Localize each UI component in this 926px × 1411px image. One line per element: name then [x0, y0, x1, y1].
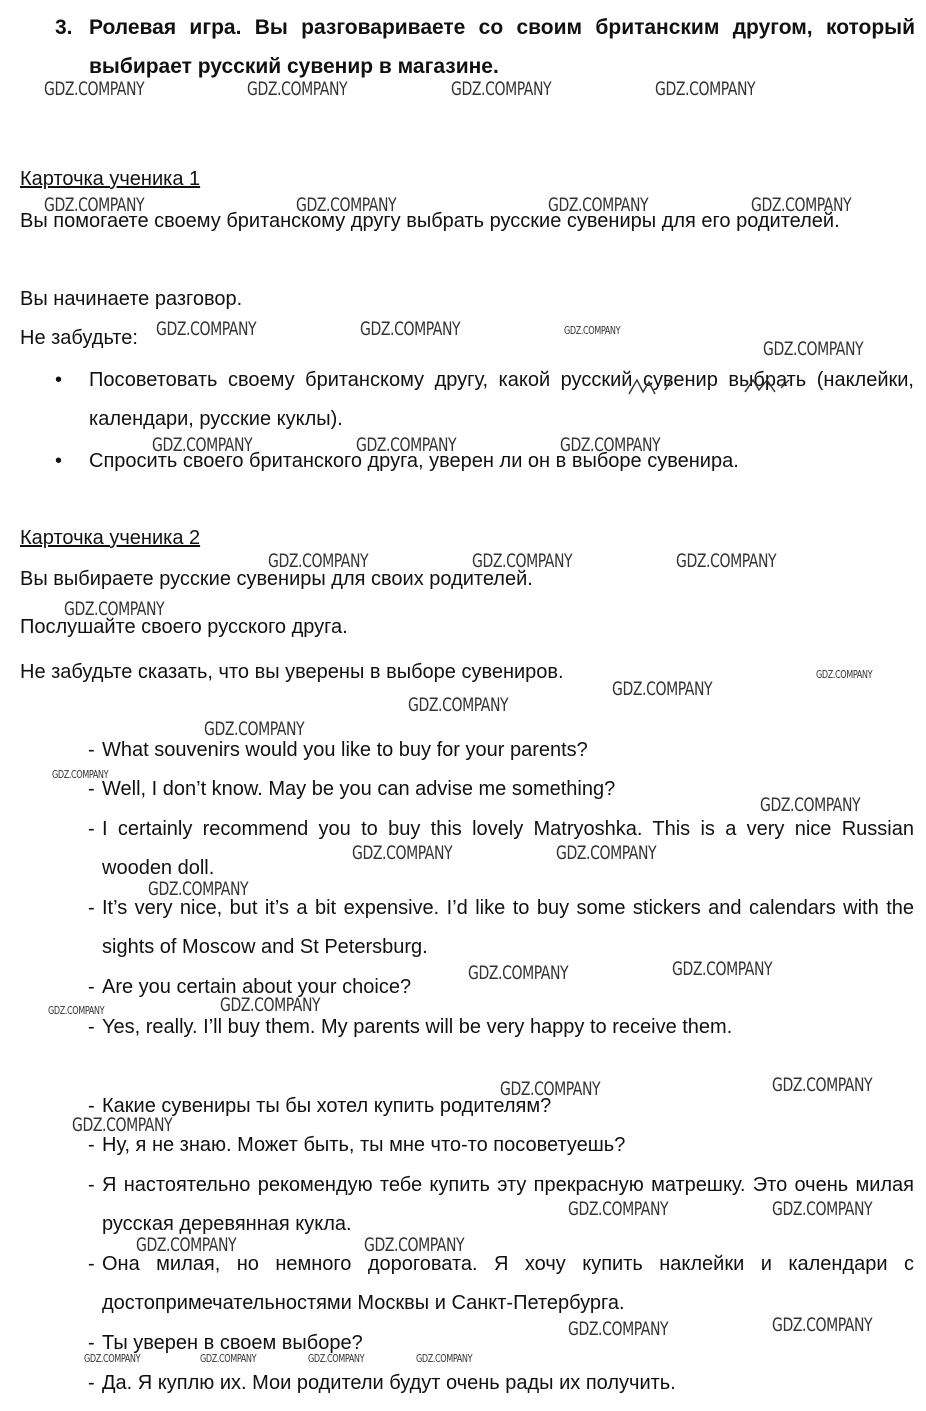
dash: -: [88, 818, 95, 840]
watermark: GDZ.COMPANY: [360, 318, 461, 340]
dialogue-ru-line-1: [88, 1087, 914, 1126]
watermark: GDZ.COMPANY: [247, 78, 348, 100]
watermark: GDZ.COMPANY: [72, 1114, 173, 1136]
card2-paragraph-3: Не забудьте сказать, что вы уверены в выборе сувениров.: [20, 661, 564, 683]
dash: -: [88, 976, 95, 998]
watermark: GDZ.COMPANY: [760, 794, 861, 816]
watermark: GDZ.COMPANY: [468, 962, 569, 984]
card1-bullet-2: [55, 442, 914, 481]
watermark: GDZ.COMPANY: [655, 78, 756, 100]
bullet-text: Спросить своего британского друга, уверен ли он в выборе сувенира.: [89, 450, 739, 472]
dialogue-ru-line-3: [88, 1166, 914, 1244]
watermark: GDZ.COMPANY: [152, 434, 253, 456]
watermark: GDZ.COMPANY: [772, 1198, 873, 1220]
watermark: GDZ.COMPANY: [44, 78, 145, 100]
dialogue-en-line-2: [88, 770, 914, 809]
task-text: Ролевая игра. Вы разговариваете со своим британским другом, который выбирает русский сувенир в магазине.: [89, 16, 915, 78]
bullet-dot: •: [55, 369, 63, 391]
card2-paragraph-1: Вы выбираете русские сувениры для своих родителей.: [20, 568, 533, 590]
watermark: GDZ.COMPANY: [200, 1352, 257, 1365]
watermark: GDZ.COMPANY: [763, 338, 864, 360]
dialogue-text: Да. Я куплю их. Мои родители будут очень рады их получить.: [102, 1372, 676, 1394]
watermark: GDZ.COMPANY: [52, 768, 109, 781]
dash: -: [88, 778, 95, 800]
watermark: GDZ.COMPANY: [451, 78, 552, 100]
watermark: GDZ.COMPANY: [408, 694, 509, 716]
dash: -: [88, 1332, 95, 1354]
dialogue-text: Well, I don’t know. May be you can advise me something?: [102, 778, 616, 800]
dialogue-en-line-4: [88, 889, 914, 967]
dialogue-text: Ты уверен в своем выборе?: [102, 1332, 363, 1354]
dialogue-text: What souvenirs would you like to buy for your parents?: [102, 739, 588, 761]
watermark: GDZ.COMPANY: [64, 598, 165, 620]
card1-paragraph-1: Вы помогаете своему британскому другу выбрать русские сувениры для его родителей.: [20, 210, 840, 232]
dialogue-text: Ну, я не знаю. Может быть, ты мне что-то посоветуешь?: [102, 1134, 626, 1156]
bullet-text: Посоветовать своему британскому другу, какой русский сувенир выбрать (наклейки, календари, русские куклы).: [89, 369, 914, 430]
dialogue-text: Она милая, но немного дороговата. Я хочу купить наклейки и календари с достопримечательностями Москвы и Санкт-Петербурга.: [102, 1253, 914, 1314]
dash: -: [88, 739, 95, 761]
watermark: GDZ.COMPANY: [568, 1318, 669, 1340]
dialogue-text: It’s very nice, but it’s a bit expensive. I’d like to buy some stickers and calendars with the sights of Moscow and St Petersburg.: [102, 897, 914, 958]
dialogue-ru-line-5: [88, 1324, 914, 1363]
dialogue-ru-line-4: [88, 1245, 914, 1323]
watermark: GDZ.COMPANY: [352, 842, 453, 864]
dialogue-ru-line-6: [88, 1364, 914, 1403]
card2-title: Карточка ученика 2: [20, 527, 201, 549]
dialogue-en-line-6: [88, 1008, 914, 1047]
watermark: GDZ.COMPANY: [556, 842, 657, 864]
watermark: GDZ.COMPANY: [364, 1234, 465, 1256]
watermark: GDZ.COMPANY: [136, 1234, 237, 1256]
dialogue-text: Какие сувениры ты бы хотел купить родителям?: [102, 1095, 552, 1117]
dash: -: [88, 1134, 95, 1156]
watermark: GDZ.COMPANY: [84, 1352, 141, 1365]
watermark: GDZ.COMPANY: [672, 958, 773, 980]
task-heading: [55, 8, 915, 86]
watermark: GDZ.COMPANY: [308, 1352, 365, 1365]
watermark: GDZ.COMPANY: [564, 324, 621, 337]
dash: -: [88, 1253, 95, 1275]
watermark: GDZ.COMPANY: [612, 678, 713, 700]
bullet-dot: •: [55, 450, 63, 472]
watermark: GDZ.COMPANY: [751, 194, 852, 216]
watermark: GDZ.COMPANY: [204, 718, 305, 740]
dash: -: [88, 1372, 95, 1394]
card1-paragraph-2: Вы начинаете разговор.: [20, 288, 243, 310]
card1-title: Карточка ученика 1: [20, 168, 201, 190]
dialogue-en-line-3: [88, 810, 914, 888]
watermark: GDZ.COMPANY: [772, 1314, 873, 1336]
dialogue-text: Yes, really. I’ll buy them. My parents will be very happy to receive them.: [102, 1016, 733, 1038]
dialogue-ru-line-2: [88, 1126, 914, 1165]
watermark: GDZ.COMPANY: [560, 434, 661, 456]
watermark: GDZ.COMPANY: [148, 878, 249, 900]
watermark: GDZ.COMPANY: [548, 194, 649, 216]
watermark: GDZ.COMPANY: [568, 1198, 669, 1220]
watermark: GDZ.COMPANY: [268, 550, 369, 572]
watermark: GDZ.COMPANY: [772, 1074, 873, 1096]
dash: -: [88, 1174, 95, 1196]
dialogue-en-line-1: [88, 731, 914, 770]
dialogue-text: Are you certain about your choice?: [102, 976, 412, 998]
watermark: GDZ.COMPANY: [220, 994, 321, 1016]
dialogue-text: Я настоятельно рекомендую тебе купить эту прекрасную матрешку. Это очень милая русская деревянная кукла.: [102, 1174, 914, 1235]
watermark: GDZ.COMPANY: [500, 1078, 601, 1100]
watermark: GDZ.COMPANY: [356, 434, 457, 456]
dash: -: [88, 1016, 95, 1038]
watermark: GDZ.COMPANY: [296, 194, 397, 216]
dash: -: [88, 897, 95, 919]
dialogue-text: I certainly recommend you to buy this lovely Matryoshka. This is a very nice Russian wooden doll.: [102, 818, 914, 879]
watermark: GDZ.COMPANY: [44, 194, 145, 216]
card1-bullet-1: [55, 361, 914, 439]
watermark: GDZ.COMPANY: [472, 550, 573, 572]
watermark: GDZ.COMPANY: [816, 668, 873, 681]
pen-scribble-mark: [625, 374, 795, 398]
dialogue-en-line-5: [88, 968, 914, 1007]
watermark: GDZ.COMPANY: [416, 1352, 473, 1365]
watermark: GDZ.COMPANY: [48, 1004, 105, 1017]
task-number: 3.: [55, 16, 73, 39]
card1-paragraph-3: Не забудьте:: [20, 327, 138, 349]
watermark: GDZ.COMPANY: [676, 550, 777, 572]
watermark: GDZ.COMPANY: [156, 318, 257, 340]
card2-paragraph-2: Послушайте своего русского друга.: [20, 616, 348, 638]
dash: -: [88, 1095, 95, 1117]
